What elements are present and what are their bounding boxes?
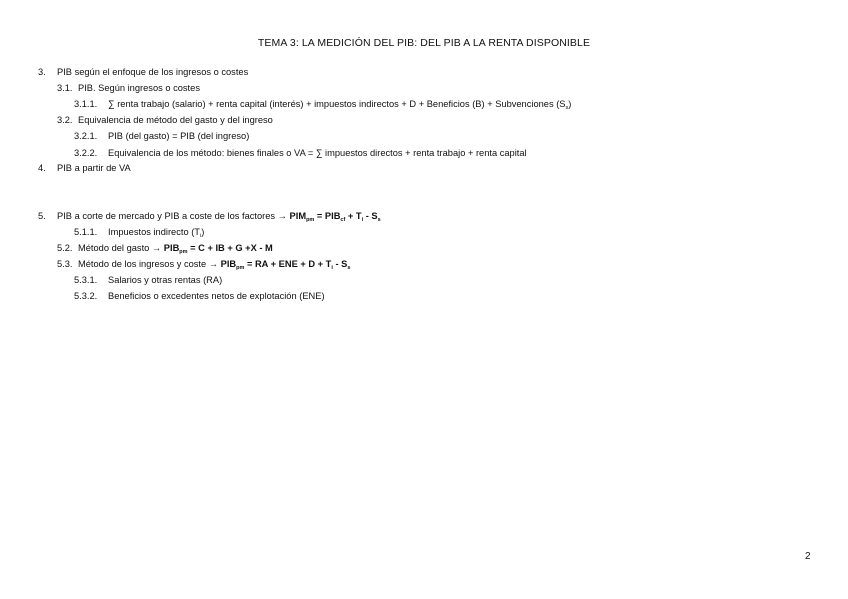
outline-item-3	[38, 66, 248, 78]
item-text: PIB según el enfoque de los ingresos o costes	[57, 67, 249, 77]
item-text: Beneficios o excedentes netos de explotación (ENE)	[108, 291, 325, 301]
formula: $PIB_{pm} = C$ + IB + G +X - M	[163, 243, 273, 255]
item-text: Impuestos indirecto (T	[108, 227, 200, 237]
item-number: 3.1.1.	[74, 99, 98, 109]
item-number: 5.3.2.	[74, 291, 98, 301]
item-number: 5.3.1.	[74, 275, 98, 285]
item-text: PIB a corte de mercado y PIB a coste de los factores →	[57, 211, 290, 221]
item-text: Método del gasto →	[78, 243, 164, 253]
outline-item-5	[38, 210, 381, 222]
item-number: 4.	[38, 163, 46, 173]
item-number: 5.1.1.	[74, 227, 98, 237]
item-text: Salarios y otras rentas (RA)	[108, 275, 223, 285]
item-number: 5.	[38, 211, 46, 221]
item-text: PIB. Según ingresos o costes	[78, 83, 200, 93]
item-text-tail: )	[568, 99, 572, 109]
outline-item-4	[38, 162, 131, 174]
item-number: 3.2.1.	[74, 131, 98, 141]
outline-item-5-1-1	[74, 226, 204, 238]
outline-item-3-2	[57, 114, 273, 126]
item-text: ∑ renta trabajo (salario) + renta capital (interés) + impuestos indirectos + D + Beneficios (B) + Subvenciones (S	[108, 99, 566, 109]
item-text: PIB (del gasto) = PIB (del ingreso)	[108, 131, 250, 141]
outline-item-3-1	[57, 82, 200, 94]
item-text: Equivalencia de los método: bienes finales o VA = ∑ impuestos directos + renta trabajo + renta capital	[108, 148, 527, 158]
outline-item-3-2-2	[74, 147, 527, 159]
item-number: 3.2.2.	[74, 148, 98, 158]
page-number: 2	[805, 551, 811, 562]
item-text: Método de los ingresos y coste →	[78, 259, 221, 269]
outline-item-5-2	[57, 242, 273, 254]
item-number: 3.2.	[57, 115, 73, 125]
subscript: i	[199, 233, 202, 239]
outline-item-5-3	[57, 258, 350, 270]
outline-item-3-2-1	[74, 130, 249, 142]
item-number: 3.	[38, 67, 46, 77]
document-title: TEMA 3: LA MEDICIÓN DEL PIB: DEL PIB A LA RENTA DISPONIBLE	[257, 37, 591, 49]
subscript: s	[565, 105, 569, 111]
item-number: 5.3.	[57, 259, 73, 269]
outline-item-3-1-1	[74, 98, 571, 110]
item-number: 5.2.	[57, 243, 73, 253]
formula: $PIM_{pm} = PIB_{cf} + T_i - S_s$	[289, 211, 381, 223]
item-text: PIB a partir de VA	[57, 163, 131, 173]
outline-item-5-3-1	[74, 274, 222, 286]
outline-item-5-3-2	[74, 290, 325, 302]
item-text: Equivalencia de método del gasto y del ingreso	[78, 115, 273, 125]
item-text-tail: )	[201, 227, 205, 237]
formula: $PIB_{pm}$ = RA + ENE + $D + T_i - S_s$	[220, 259, 351, 271]
item-number: 3.1.	[57, 83, 73, 93]
